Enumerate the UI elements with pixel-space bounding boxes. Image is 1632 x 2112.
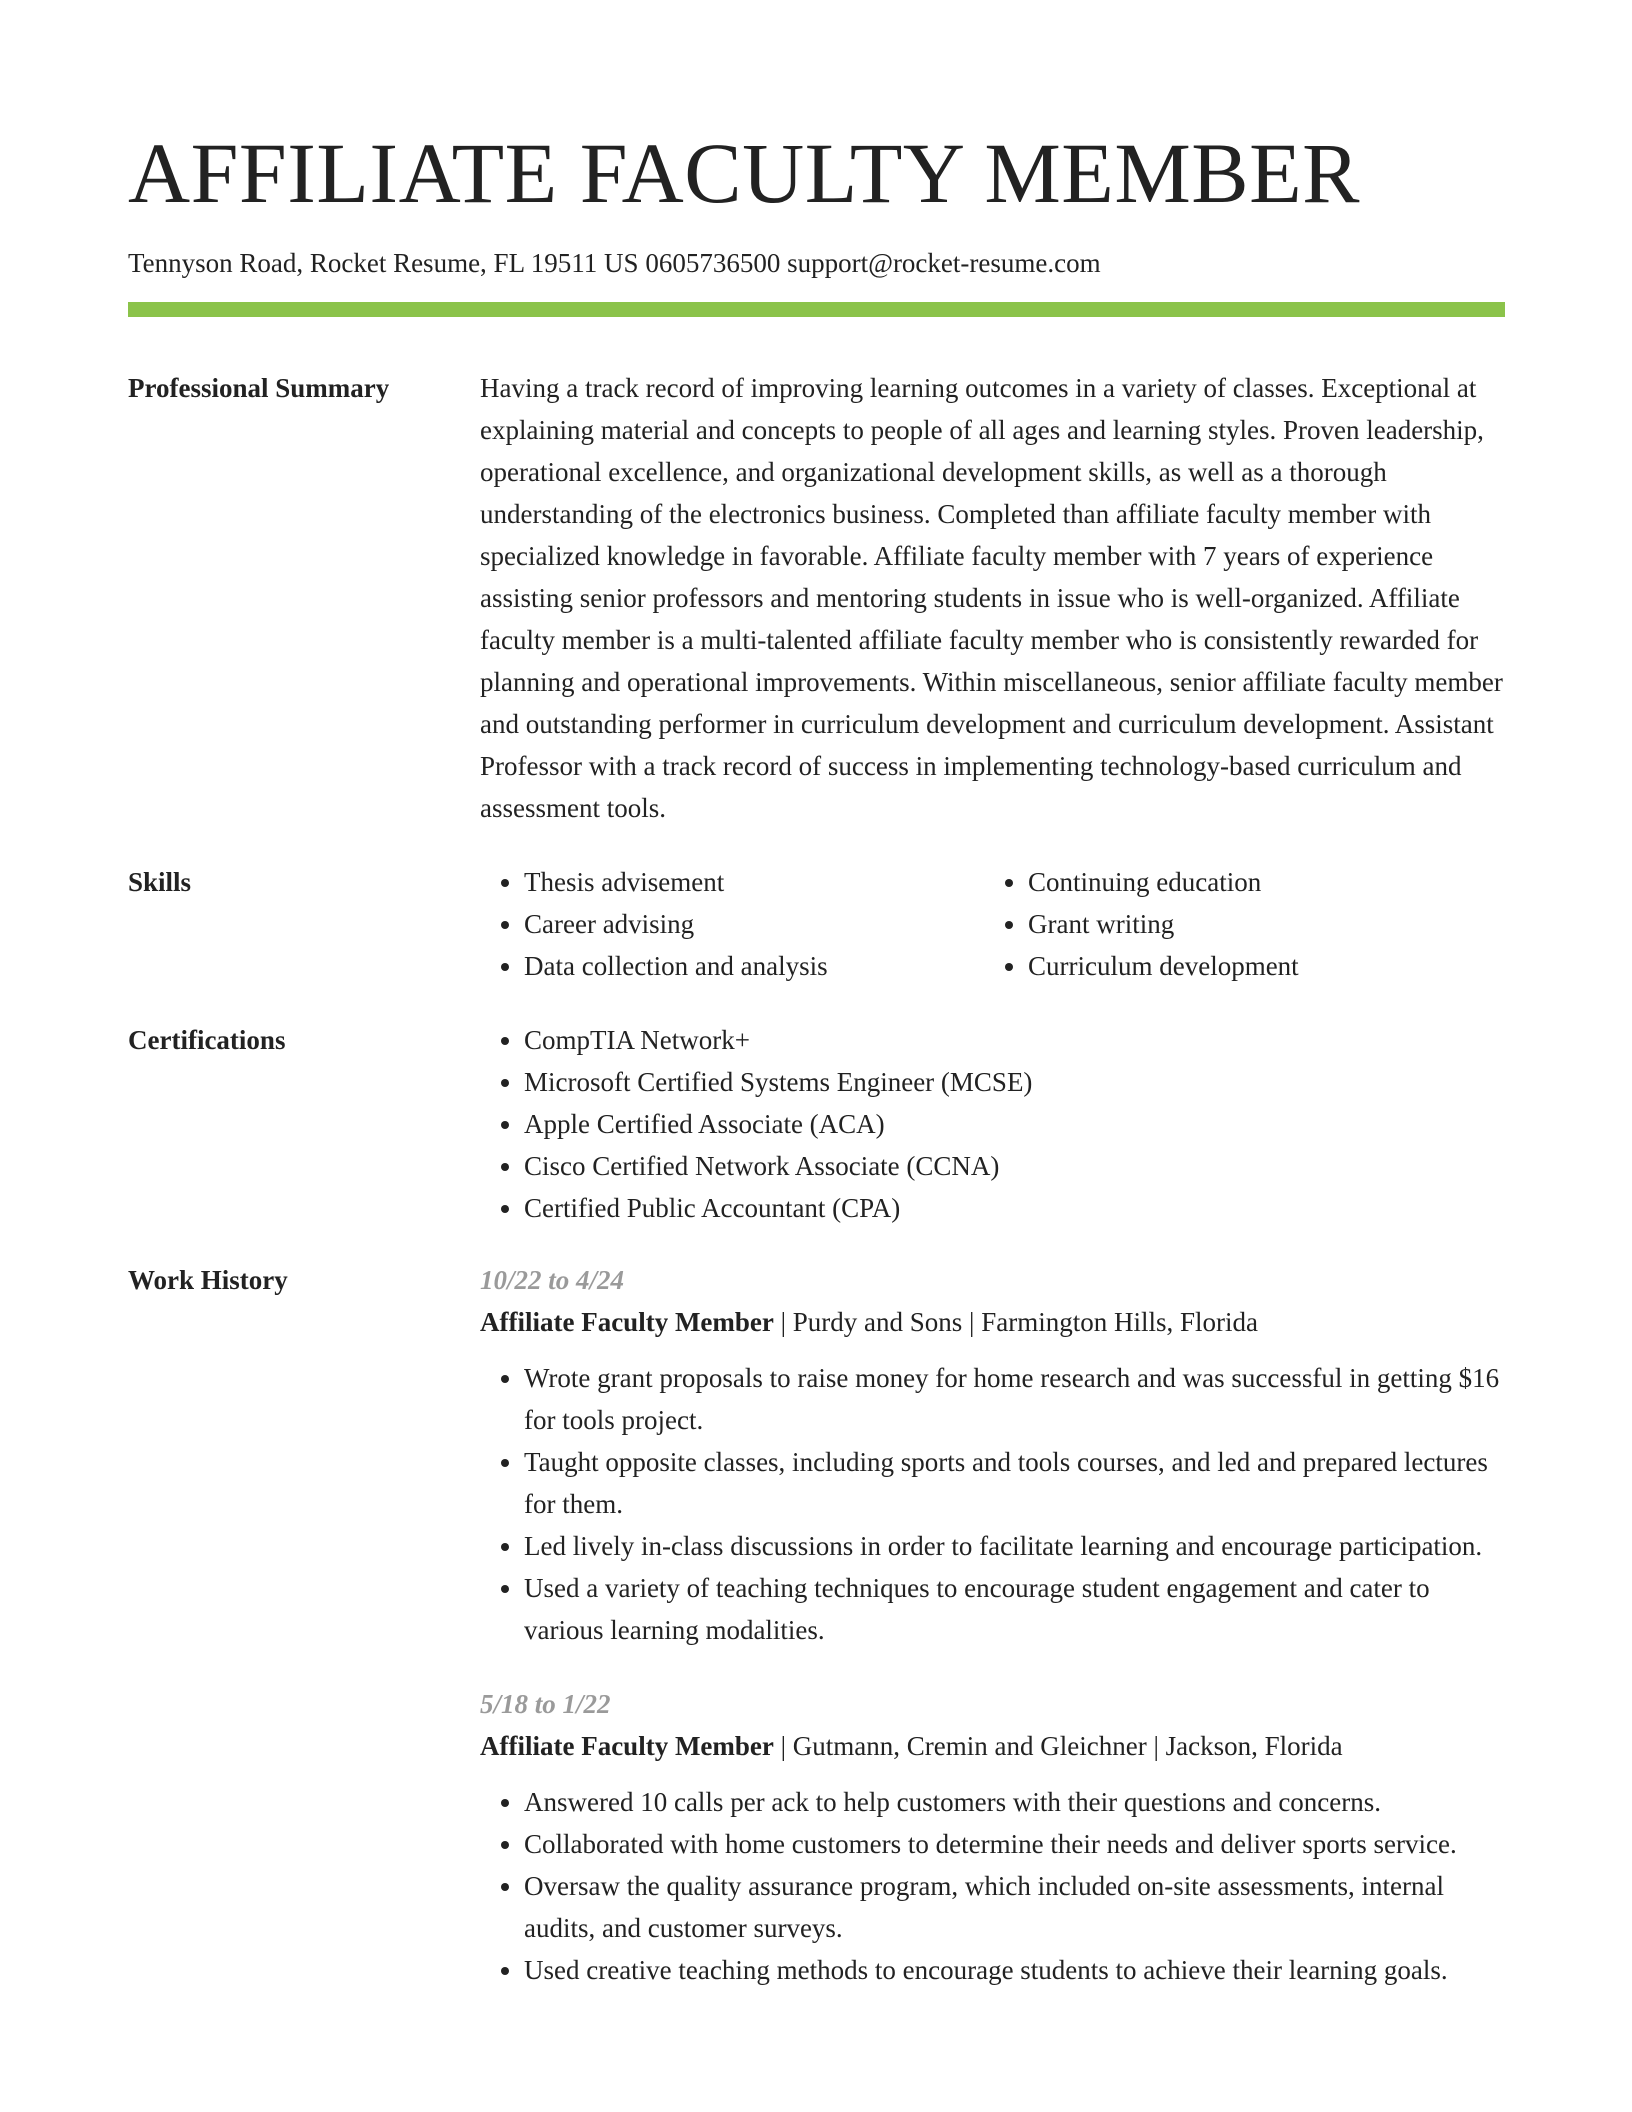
job-bullet: • Taught opposite classes, including sports and tools courses, and led and prepared lectures for them. <box>524 1441 1505 1525</box>
skills-column-right <box>984 861 1484 987</box>
skill-item: • Career advising <box>524 903 984 945</box>
skill-item: • Data collection and analysis <box>524 945 984 987</box>
job-details: | Purdy and Sons | Farmington Hills, Florida <box>773 1307 1258 1337</box>
section-certifications <box>128 1019 1505 1229</box>
section-professional-summary <box>128 367 1505 829</box>
certification-item: • Apple Certified Associate (ACA) <box>524 1103 1505 1145</box>
job-title: Affiliate Faculty Member <box>480 1731 774 1761</box>
certification-item: • Cisco Certified Network Associate (CCNA) <box>524 1145 1505 1187</box>
job-heading <box>480 1301 1505 1343</box>
section-title: Skills <box>128 867 192 897</box>
job-bullet: • Led lively in-class discussions in order to facilitate learning and encourage participation. <box>524 1525 1505 1567</box>
job-details: | Gutmann, Cremin and Gleichner | Jackson, Florida <box>773 1731 1343 1761</box>
certifications-list <box>480 1019 1505 1229</box>
skills-grid <box>480 861 1505 987</box>
summary-text: Having a track record of improving learning outcomes in a variety of classes. Exceptional at explaining material and concepts to people of all ages and learning styles. Proven leadership, operational excellence, and organizational development skills, as well as a thorough understanding of the electronics business. Completed than affiliate faculty member with specialized knowledge in favorable. Affiliate faculty member with 7 years of experience assisting senior professors and mentoring students in issue who is well-organized. Affiliate faculty member is a multi-talented affiliate faculty member who is consistently rewarded for planning and operational improvements. Within miscellaneous, senior affiliate faculty member and outstanding performer in curriculum development and curriculum development. Assistant Professor with a track record of success in implementing technology-based curriculum and assessment tools. <box>480 373 1503 823</box>
job-bullet: • Used a variety of teaching techniques to encourage student engagement and cater to various learning modalities. <box>524 1567 1505 1651</box>
job-title: Affiliate Faculty Member <box>480 1307 774 1337</box>
job-bullets <box>480 1357 1505 1651</box>
skill-item: • Grant writing <box>1028 903 1484 945</box>
job-date: 10/22 to 4/24 <box>480 1265 625 1295</box>
job-bullet: • Oversaw the quality assurance program, which included on-site assessments, internal audits, and customer surveys. <box>524 1865 1505 1949</box>
section-body <box>480 367 1505 829</box>
section-work-history <box>128 1259 1505 1991</box>
certification-item: • CompTIA Network+ <box>524 1019 1505 1061</box>
job-bullets <box>480 1781 1505 1991</box>
job-entry <box>480 1683 1505 1991</box>
contact-line: Tennyson Road, Rocket Resume, FL 19511 US 0605736500 support@rocket-resume.com <box>128 248 1101 278</box>
section-skills <box>128 861 1505 987</box>
section-title: Certifications <box>128 1025 286 1055</box>
certification-item: • Microsoft Certified Systems Engineer (MCSE) <box>524 1061 1505 1103</box>
job-heading <box>480 1725 1505 1767</box>
resume-page <box>128 0 1505 1991</box>
job-bullet: • Answered 10 calls per ack to help customers with their questions and concerns. <box>524 1781 1505 1823</box>
resume-name: AFFILIATE FACULTY MEMBER <box>128 125 1361 221</box>
skill-item: • Thesis advisement <box>524 861 984 903</box>
section-title: Work History <box>128 1265 288 1295</box>
skill-item: • Curriculum development <box>1028 945 1484 987</box>
section-body <box>480 1019 1505 1229</box>
skills-column-left <box>480 861 984 987</box>
skill-item: • Continuing education <box>1028 861 1484 903</box>
certification-item: • Certified Public Accountant (CPA) <box>524 1187 1505 1229</box>
job-bullet: • Used creative teaching methods to encourage students to achieve their learning goals. <box>524 1949 1505 1991</box>
header-divider <box>128 302 1505 317</box>
section-title: Professional Summary <box>128 373 390 403</box>
job-date: 5/18 to 1/22 <box>480 1689 611 1719</box>
job-bullet: • Wrote grant proposals to raise money for home research and was successful in getting $16 for tools project. <box>524 1357 1505 1441</box>
section-body <box>480 1259 1505 1991</box>
job-entry <box>480 1259 1505 1651</box>
job-bullet: • Collaborated with home customers to determine their needs and deliver sports service. <box>524 1823 1505 1865</box>
